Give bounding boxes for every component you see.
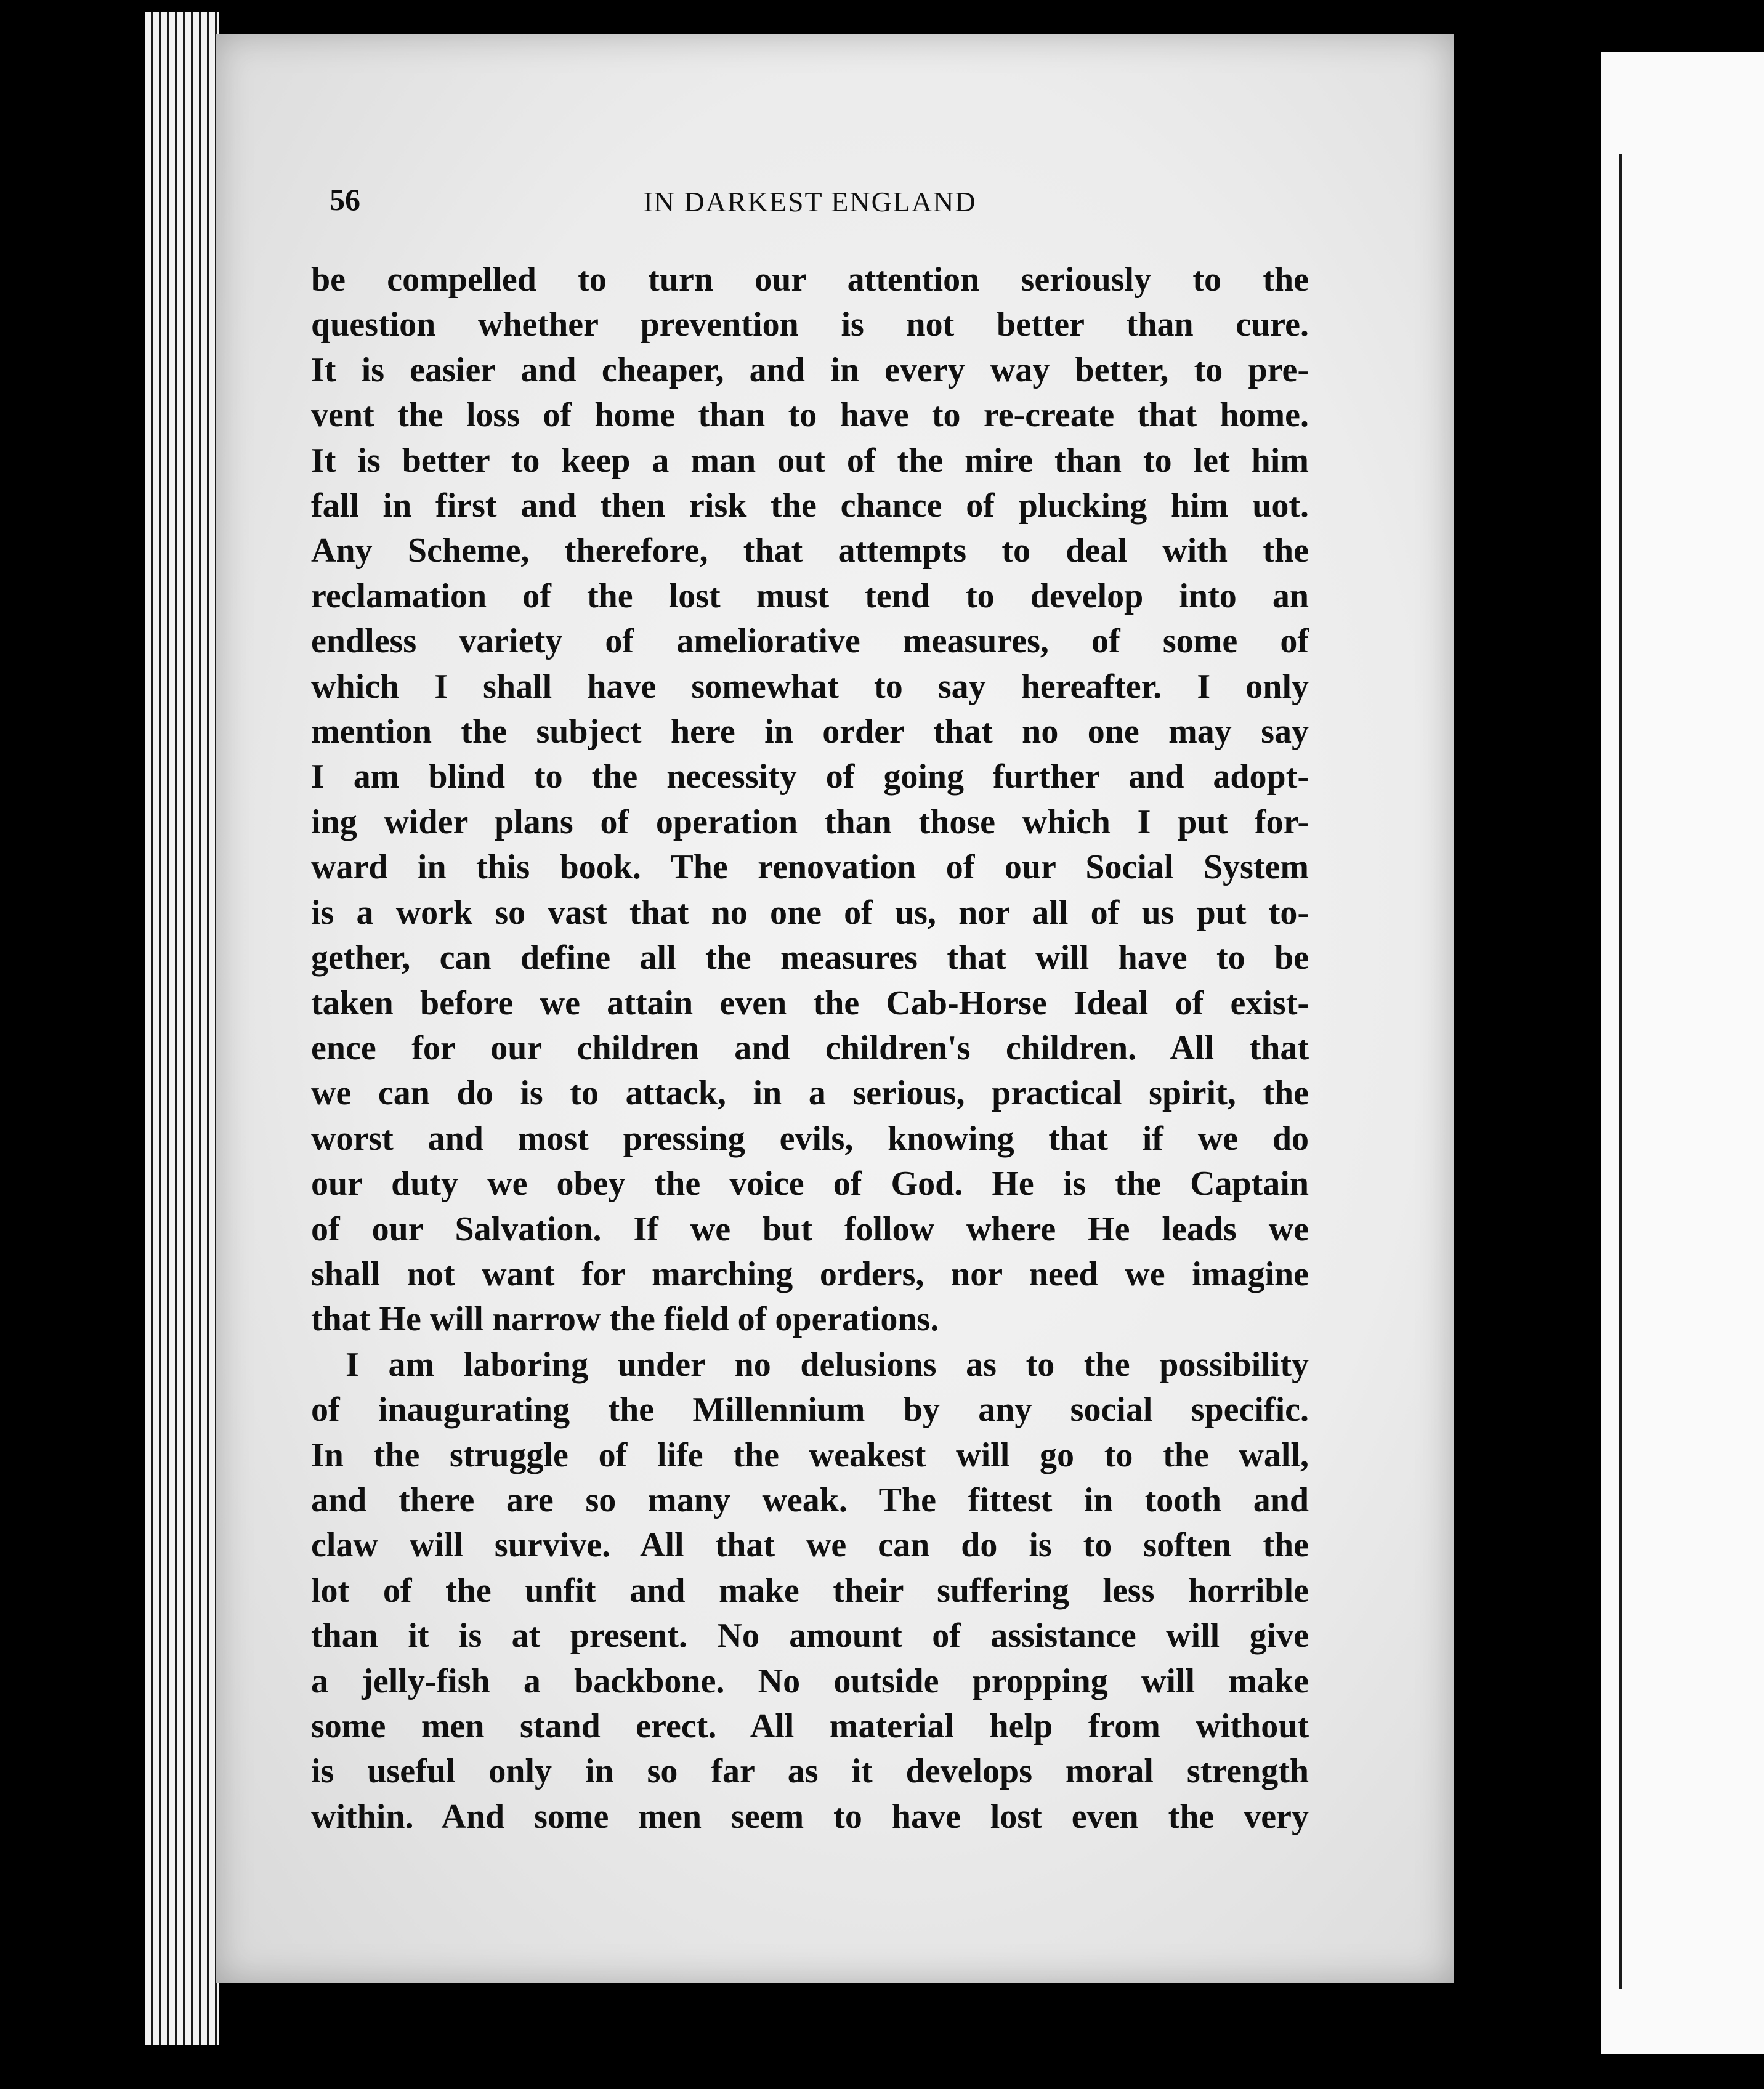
text-line: within. And some men seem to have lost even the very: [311, 1797, 1309, 1836]
text-line: ence for our children and children's children. All that: [311, 1028, 1309, 1067]
text-line: It is better to keep a man out of the mire than to let him: [311, 441, 1309, 480]
body-text: [311, 257, 1309, 1840]
paragraph-first-line: I am laboring under no delusions as to the possibility: [346, 1345, 1309, 1384]
text-line: is useful only in so far as it develops moral strength: [311, 1752, 1309, 1791]
page-header: [330, 182, 1290, 231]
text-line: vent the loss of home than to have to re-create that home.: [311, 396, 1309, 435]
text-line: taken before we attain even the Cab-Horse Ideal of exist-: [311, 984, 1309, 1022]
text-line: is a work so vast that no one of us, nor all of us put to-: [311, 893, 1309, 932]
facing-page: [1601, 52, 1764, 2054]
text-line: some men stand erect. All material help from without: [311, 1707, 1309, 1745]
text-line: In the struggle of life the weakest will go to the wall,: [311, 1436, 1309, 1474]
text-line: lot of the unfit and make their suffering less horrible: [311, 1571, 1309, 1610]
text-line: endless variety of ameliorative measures, of some of: [311, 622, 1309, 661]
text-line: gether, can define all the measures that will have to be: [311, 939, 1309, 977]
text-line: fall in first and then risk the chance of plucking him uot.: [311, 487, 1309, 525]
text-line: be compelled to turn our attention seriously to the: [311, 261, 1309, 299]
text-line: worst and most pressing evils, knowing that if we do: [311, 1119, 1309, 1158]
text-line: question whether prevention is not better than cure.: [311, 305, 1309, 344]
text-line: I am blind to the necessity of going further and adopt-: [311, 758, 1309, 796]
text-line: of our Salvation. If we but follow where He leads we: [311, 1210, 1309, 1248]
text-line: that He will narrow the field of operations.: [311, 1300, 939, 1339]
text-line: and there are so many weak. The fittest in tooth and: [311, 1481, 1309, 1519]
page-number: 56: [330, 182, 360, 217]
text-line: we can do is to attack, in a serious, practical spirit, the: [311, 1074, 1309, 1113]
text-line: a jelly-fish a backbone. No outside propping will make: [311, 1662, 1309, 1700]
text-line: ward in this book. The renovation of our Social System: [311, 848, 1309, 887]
text-line: mention the subject here in order that no one may say: [311, 713, 1309, 751]
text-line: reclamation of the lost must tend to develop into an: [311, 576, 1309, 615]
page-edges: [145, 12, 219, 2045]
running-head: IN DARKEST ENGLAND: [643, 186, 977, 217]
text-line: ing wider plans of operation than those which I put for-: [311, 802, 1309, 841]
text-line: Any Scheme, therefore, that attempts to deal with the: [311, 531, 1309, 570]
text-line: than it is at present. No amount of assistance will give: [311, 1617, 1309, 1655]
text-line: our duty we obey the voice of God. He is the Captain: [311, 1165, 1309, 1203]
facing-page-rule: [1619, 154, 1622, 1989]
text-line: of inaugurating the Millennium by any social specific.: [311, 1391, 1309, 1429]
text-line: claw will survive. All that we can do is to soften the: [311, 1526, 1309, 1565]
text-line: shall not want for marching orders, nor need we imagine: [311, 1255, 1309, 1293]
text-line: which I shall have somewhat to say hereafter. I only: [311, 667, 1309, 706]
text-line: It is easier and cheaper, and in every way better, to pre-: [311, 350, 1309, 389]
